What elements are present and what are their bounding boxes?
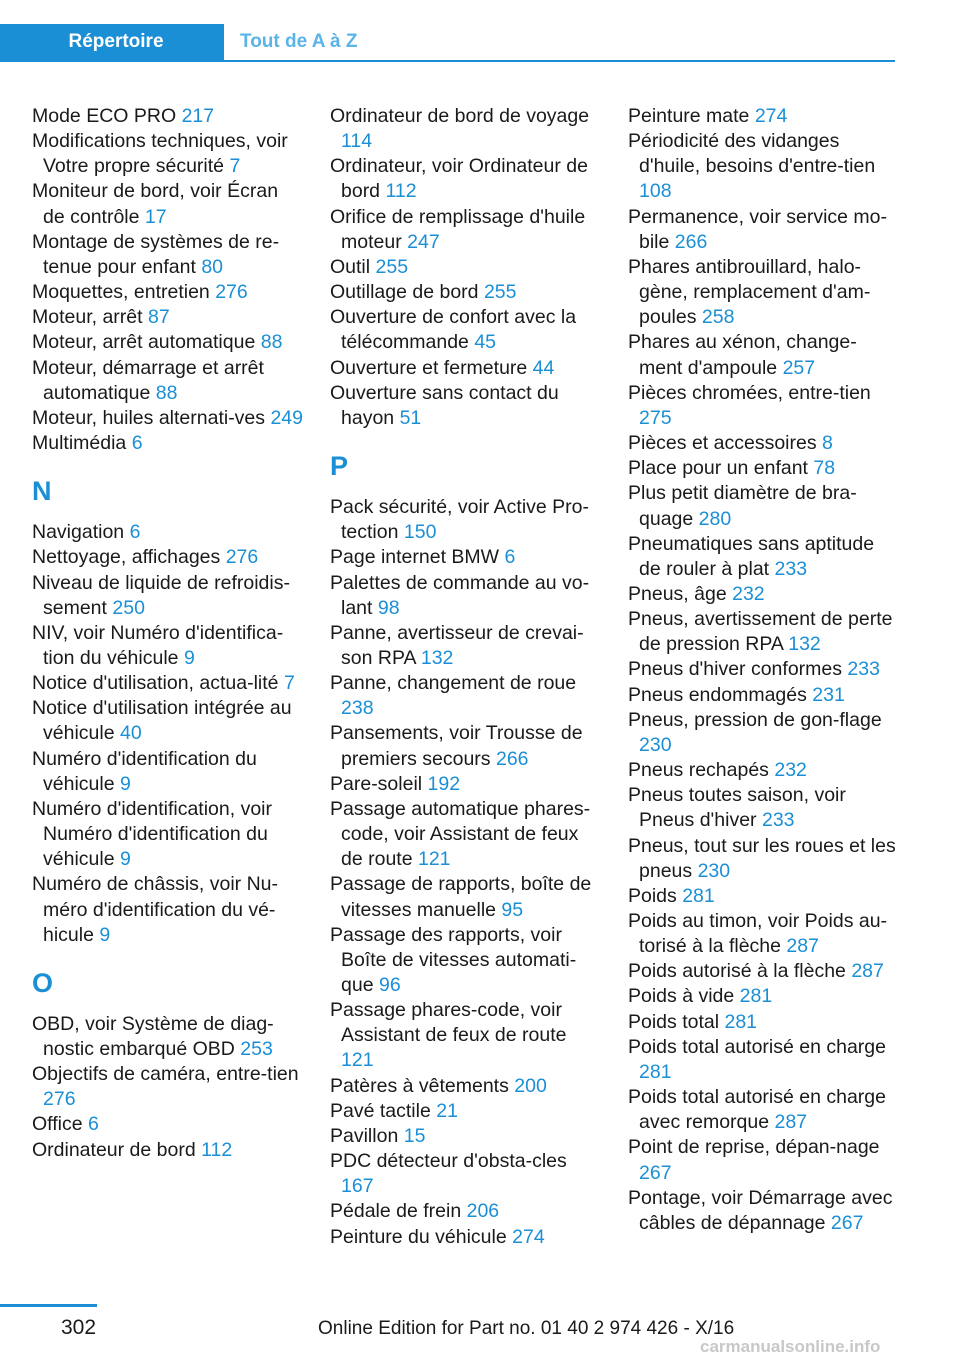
page-reference-link[interactable]: 112: [201, 1138, 233, 1161]
page-reference-link[interactable]: 6: [88, 1113, 99, 1136]
page-reference-link[interactable]: 7: [283, 672, 295, 695]
index-entry-text: Numéro d'identification du véhicule: [32, 747, 257, 795]
index-entry-text: Passage des rapports, voir Boîte de vitesses automati-que: [330, 923, 577, 996]
section-letter: N: [32, 476, 52, 507]
index-entry: [628, 1135, 900, 1185]
page-reference-link[interactable]: 281: [682, 884, 715, 907]
index-entry-text: Numéro de châssis, voir Nu-méro d'identification du vé-hicule: [32, 873, 278, 946]
index-entry: [628, 205, 900, 255]
page-reference-link[interactable]: 266: [495, 747, 529, 770]
page-reference-link[interactable]: 150: [403, 521, 437, 544]
index-entry-text: Multimédia: [32, 432, 127, 455]
page-reference-link[interactable]: 88: [155, 381, 178, 404]
index-entry-text: Panne, avertisseur de crevai-son RPA: [330, 621, 584, 669]
index-entry: [32, 1062, 304, 1112]
index-entry: [628, 381, 900, 431]
index-entry-text: Peinture du véhicule: [330, 1225, 507, 1248]
page-reference-link[interactable]: 233: [761, 809, 795, 832]
index-entry-text: Page internet BMW: [330, 546, 500, 569]
index-entry-text: Poids à vide: [628, 985, 735, 1008]
index-entry-text: Pare-soleil: [330, 772, 423, 795]
index-entry: [32, 431, 304, 456]
index-entry-text: Pontage, voir Démarrage avec câbles de dépannage: [628, 1186, 893, 1234]
page-number-bar: [0, 1304, 97, 1307]
page-reference-link[interactable]: 132: [788, 633, 821, 656]
index-entry-text: Permanence, voir service mo-bile: [628, 205, 888, 253]
index-entry: [628, 909, 900, 959]
index-entry: [330, 280, 602, 305]
index-entry: [330, 923, 602, 998]
index-entry: [32, 1012, 304, 1062]
page-reference-link[interactable]: 87: [147, 306, 170, 329]
index-entry: [330, 1074, 602, 1099]
index-entry-text: Pavé tactile: [330, 1099, 431, 1122]
index-entry: [330, 621, 602, 671]
index-entry: [32, 621, 304, 671]
page-reference-link[interactable]: 21: [436, 1099, 458, 1122]
page-reference-link[interactable]: 96: [378, 974, 401, 996]
page-reference-link[interactable]: 6: [129, 521, 141, 544]
index-entry-text: Pack sécurité, voir Active Pro-tection: [330, 496, 590, 544]
page-reference-link[interactable]: 9: [119, 772, 131, 795]
index-entry: [628, 1010, 900, 1035]
index-entry: [628, 959, 900, 984]
page-reference-link[interactable]: 6: [504, 546, 516, 569]
index-entry-text: Poids total: [628, 1010, 720, 1033]
page-reference-link[interactable]: 108: [639, 180, 672, 203]
page-reference-link[interactable]: 287: [786, 935, 819, 958]
index-entry-text: PDC détecteur d'obsta-cles: [330, 1150, 567, 1173]
page-reference-link[interactable]: 281: [739, 985, 773, 1008]
index-entry: [32, 330, 304, 355]
page-reference-link[interactable]: 274: [754, 105, 788, 127]
index-entry-text: Moniteur de bord, voir Écran de contrôle: [32, 180, 279, 228]
index-entry-text: Pavillon: [330, 1124, 399, 1147]
index-entry-text: Pneus, avertissement de perte de pression RPA: [628, 608, 893, 656]
index-entry-text: Passage de rapports, boîte de vitesses manuelle: [330, 873, 592, 921]
page-reference-link[interactable]: 98: [377, 596, 400, 619]
index-entry: [628, 1186, 900, 1236]
index-entry-text: Ouverture et fermeture: [330, 356, 528, 379]
index-entry: [330, 1225, 602, 1250]
index-entry-text: Modifications techniques, voir Votre propre sécurité: [32, 130, 288, 178]
page-reference-link[interactable]: 230: [639, 733, 672, 756]
index-entry: [330, 356, 602, 381]
index-entry: [32, 129, 304, 179]
index-entry-text: Moteur, huiles alternati-ves: [32, 406, 266, 429]
index-entry: [330, 1099, 602, 1124]
index-entry-text: Poids total autorisé en charge avec remorque: [628, 1086, 886, 1134]
page-reference-link[interactable]: 7: [229, 155, 241, 178]
page-reference-link[interactable]: 253: [240, 1038, 273, 1060]
tab-repertoire[interactable]: Répertoire: [0, 24, 224, 60]
index-entry-text: Objectifs de caméra, entre-tien: [32, 1063, 299, 1086]
index-entry: [32, 571, 304, 621]
index-entry: [330, 1149, 602, 1199]
page-reference-link[interactable]: 132: [420, 646, 454, 669]
page-reference-link[interactable]: 281: [639, 1060, 672, 1083]
index-entry: [330, 104, 602, 154]
index-column-1: [32, 104, 304, 1163]
index-entry: [628, 1085, 900, 1135]
page-reference-link[interactable]: 255: [375, 255, 409, 278]
index-entry-text: Phares antibrouillard, halo-gène, remplacement d'am-poules: [628, 255, 871, 329]
index-entry-text: Poids autorisé à la flèche: [628, 960, 846, 983]
index-entry-text: Poids au timon, voir Poids au-torisé à la flèche: [628, 910, 888, 958]
edition-footer: Online Edition for Part no. 01 40 2 974 426 - X/16: [318, 1318, 735, 1339]
index-entry: [330, 1199, 602, 1224]
page-reference-link[interactable]: 15: [403, 1124, 426, 1147]
section-letter: P: [330, 451, 349, 482]
index-entry-text: Mode ECO PRO: [32, 105, 177, 127]
page-reference-link[interactable]: 121: [417, 848, 451, 871]
page-reference-link[interactable]: 45: [474, 331, 497, 354]
index-entry: [330, 671, 602, 721]
index-entry-text: Office: [32, 1113, 83, 1136]
page-reference-link[interactable]: 217: [181, 105, 215, 127]
index-entry: [628, 481, 900, 531]
index-entry-text: Moteur, arrêt: [32, 306, 143, 329]
index-entry-text: Poids total autorisé en charge: [628, 1035, 886, 1058]
page-reference-link[interactable]: 280: [698, 507, 732, 530]
index-entry-text: Patères à vêtements: [330, 1074, 509, 1097]
page-reference-link[interactable]: 281: [724, 1010, 758, 1033]
index-entry: [32, 230, 304, 280]
page-reference-link[interactable]: 267: [639, 1161, 672, 1184]
index-entry: [330, 305, 602, 355]
index-entry-text: Pièces et accessoires: [628, 432, 817, 455]
index-entry-text: Orifice de remplissage d'huile moteur: [330, 205, 586, 253]
index-entry: [330, 545, 602, 570]
index-entry: [330, 255, 602, 280]
page-reference-link[interactable]: 231: [812, 683, 845, 706]
page-reference-link[interactable]: 287: [774, 1111, 808, 1134]
index-entry: [330, 998, 602, 1073]
index-entry: [330, 721, 602, 771]
index-entry: [628, 255, 900, 330]
index-entry-text: Pneus, tout sur les roues et les pneus: [628, 834, 896, 882]
page-reference-link[interactable]: 88: [260, 331, 283, 354]
index-entry-text: Niveau de liquide de refroidis-sement: [32, 571, 290, 619]
index-entry-text: Pneumatiques sans aptitude de rouler à plat: [628, 532, 875, 580]
page-reference-link[interactable]: 8: [822, 432, 833, 455]
index-entry: [628, 783, 900, 833]
page-reference-link[interactable]: 200: [514, 1074, 547, 1097]
index-entry: [32, 104, 304, 129]
header-tab-bar: [0, 24, 895, 62]
index-entry-text: Pièces chromées, entre-tien: [628, 381, 871, 404]
index-entry-text: Notice d'utilisation, actua-lité: [32, 672, 279, 695]
page-reference-link[interactable]: 95: [501, 898, 524, 921]
page-reference-link[interactable]: 267: [830, 1211, 864, 1234]
page-number: 302: [61, 1316, 97, 1339]
index-entry: [628, 758, 900, 783]
page-reference-link[interactable]: 9: [119, 848, 131, 871]
index-entry: [330, 381, 602, 431]
page-reference-link[interactable]: 276: [215, 281, 248, 304]
index-entry: [628, 129, 900, 204]
page-reference-link[interactable]: 114: [341, 130, 373, 153]
index-entry-text: Pneus d'hiver conformes: [628, 658, 842, 681]
index-entry: [330, 1124, 602, 1149]
index-entry-text: Pneus rechapés: [628, 759, 769, 782]
index-entry-text: Nettoyage, affichages: [32, 546, 221, 569]
index-entry: [628, 1035, 900, 1085]
page-reference-link[interactable]: 44: [532, 356, 555, 379]
page-reference-link[interactable]: 6: [131, 432, 143, 455]
index-entry-text: Pneus toutes saison, voir Pneus d'hiver: [628, 784, 846, 832]
index-entry: [628, 330, 900, 380]
index-entry-text: Place pour un enfant: [628, 457, 808, 480]
page-reference-link[interactable]: 275: [639, 406, 672, 429]
page-reference-link[interactable]: 40: [119, 722, 142, 745]
page-reference-link[interactable]: 206: [466, 1200, 500, 1223]
index-entry: [628, 607, 900, 657]
index-entry: [330, 872, 602, 922]
index-entry: [32, 747, 304, 797]
index-entry-text: Moteur, arrêt automatique: [32, 331, 256, 354]
index-entry-text: Pneus, pression de gon-flage: [628, 708, 882, 731]
index-entry: [32, 1138, 304, 1163]
index-entry-text: Palettes de commande au vo-lant: [330, 571, 590, 619]
index-entry: [330, 154, 602, 204]
page-reference-link[interactable]: 287: [851, 960, 884, 983]
page-reference-link[interactable]: 17: [144, 205, 167, 228]
page-reference-link[interactable]: 233: [847, 658, 880, 681]
index-entry: [330, 571, 602, 621]
index-entry: [628, 984, 900, 1009]
index-entry: [32, 305, 304, 330]
index-entry-text: Ordinateur de bord: [32, 1138, 196, 1161]
page-reference-link[interactable]: 9: [183, 646, 195, 669]
index-entry: [32, 671, 304, 696]
page-reference-link[interactable]: 249: [270, 406, 303, 429]
page-reference-link[interactable]: 258: [701, 306, 735, 329]
index-entry: [628, 532, 900, 582]
index-entry: [628, 431, 900, 456]
index-entry-text: Passage phares-code, voir Assistant de feux de route: [330, 999, 567, 1047]
page-reference-link[interactable]: 121: [341, 1049, 374, 1072]
tab-tout-de-a-a-z[interactable]: Tout de A à Z: [240, 31, 358, 52]
page-reference-link[interactable]: 9: [99, 923, 111, 946]
index-entry-text: Outil: [330, 255, 371, 278]
index-entry: [32, 872, 304, 947]
index-entry-text: Panne, changement de roue: [330, 672, 577, 695]
index-entry-text: Pneus endommagés: [628, 683, 807, 706]
page-reference-link[interactable]: 167: [341, 1175, 374, 1198]
page-reference-link[interactable]: 80: [201, 255, 224, 278]
page-reference-link[interactable]: 192: [427, 772, 461, 795]
index-entry-text: Montage de systèmes de re-tenue pour enfant: [32, 230, 280, 278]
index-entry: [32, 696, 304, 746]
section-letter: O: [32, 967, 54, 998]
index-entry: [32, 406, 304, 431]
page-reference-link[interactable]: 250: [112, 596, 145, 619]
index-entry-text: Ordinateur de bord de voyage: [330, 105, 590, 127]
index-entry-text: Navigation: [32, 521, 125, 544]
index-entry: [330, 772, 602, 797]
page-reference-link[interactable]: 276: [43, 1088, 76, 1111]
page-reference-link[interactable]: 232: [732, 582, 765, 605]
page-reference-link[interactable]: 232: [774, 759, 807, 782]
page-reference-link[interactable]: 230: [697, 859, 731, 882]
index-entry-text: Notice d'utilisation intégrée au véhicule: [32, 697, 292, 745]
index-entry: [628, 104, 900, 129]
index-entry-text: Phares au xénon, change-ment d'ampoule: [628, 331, 857, 379]
index-entry-text: Ouverture sans contact du hayon: [330, 381, 559, 429]
index-entry-text: Moquettes, entretien: [32, 281, 210, 304]
index-entry: [330, 205, 602, 255]
index-entry: [628, 884, 900, 909]
index-entry: [32, 179, 304, 229]
index-entry-text: Pédale de frein: [330, 1200, 462, 1223]
page-reference-link[interactable]: 238: [341, 697, 374, 720]
page-reference-link[interactable]: 276: [225, 546, 259, 569]
index-entry-text: Ouverture de confort avec la télécommande: [330, 306, 577, 354]
index-entry: [32, 520, 304, 545]
page-reference-link[interactable]: 51: [399, 406, 422, 429]
index-entry-text: Outillage de bord: [330, 281, 479, 304]
index-entry-text: Pansements, voir Trousse de premiers secours: [330, 722, 583, 770]
page-reference-link[interactable]: 255: [483, 281, 517, 304]
index-entry-text: NIV, voir Numéro d'identifica-tion du véhicule: [32, 621, 284, 669]
index-entry: [32, 545, 304, 570]
index-entry: [32, 280, 304, 305]
index-entry-text: Plus petit diamètre de bra-quage: [628, 482, 857, 530]
index-entry-text: Ordinateur, voir Ordinateur de bord: [330, 155, 588, 203]
index-entry: [32, 1112, 304, 1137]
page-reference-link[interactable]: 78: [813, 457, 836, 480]
page-reference-link[interactable]: 112: [385, 180, 417, 203]
index-entry: [330, 797, 602, 872]
index-entry-text: Passage automatique phares-code, voir Assistant de feux de route: [330, 797, 591, 871]
index-entry-text: Pneus, âge: [628, 582, 727, 605]
index-column-2: [330, 104, 602, 1250]
index-entry: [330, 495, 602, 545]
index-entry: [628, 683, 900, 708]
index-entry-text: Numéro d'identification, voir Numéro d'identification du véhicule: [32, 797, 272, 871]
page-reference-link[interactable]: 247: [407, 230, 440, 253]
index-entry-text: Périodicité des vidanges d'huile, besoins d'entre-tien: [628, 130, 876, 178]
index-entry: [32, 356, 304, 406]
index-entry-text: Moteur, démarrage et arrêt automatique: [32, 356, 264, 404]
index-entry: [32, 797, 304, 872]
page-reference-link[interactable]: 233: [774, 557, 808, 580]
index-entry: [628, 657, 900, 682]
index-entry: [628, 834, 900, 884]
index-entry-text: Poids: [628, 884, 677, 907]
page-reference-link[interactable]: 257: [782, 356, 816, 379]
index-column-3: [628, 104, 900, 1236]
index-entry-text: OBD, voir Système de diag-nostic embarqué OBD: [32, 1012, 274, 1060]
page-reference-link[interactable]: 266: [674, 230, 708, 253]
index-entry: [628, 456, 900, 481]
watermark: carmanualsonline.info: [700, 1337, 881, 1356]
page-reference-link[interactable]: 274: [512, 1225, 545, 1248]
index-entry: [628, 582, 900, 607]
header-rule: [0, 60, 895, 62]
index-entry-text: Point de reprise, dépan-nage: [628, 1136, 880, 1159]
index-entry-text: Peinture mate: [628, 105, 750, 127]
index-entry: [628, 708, 900, 758]
